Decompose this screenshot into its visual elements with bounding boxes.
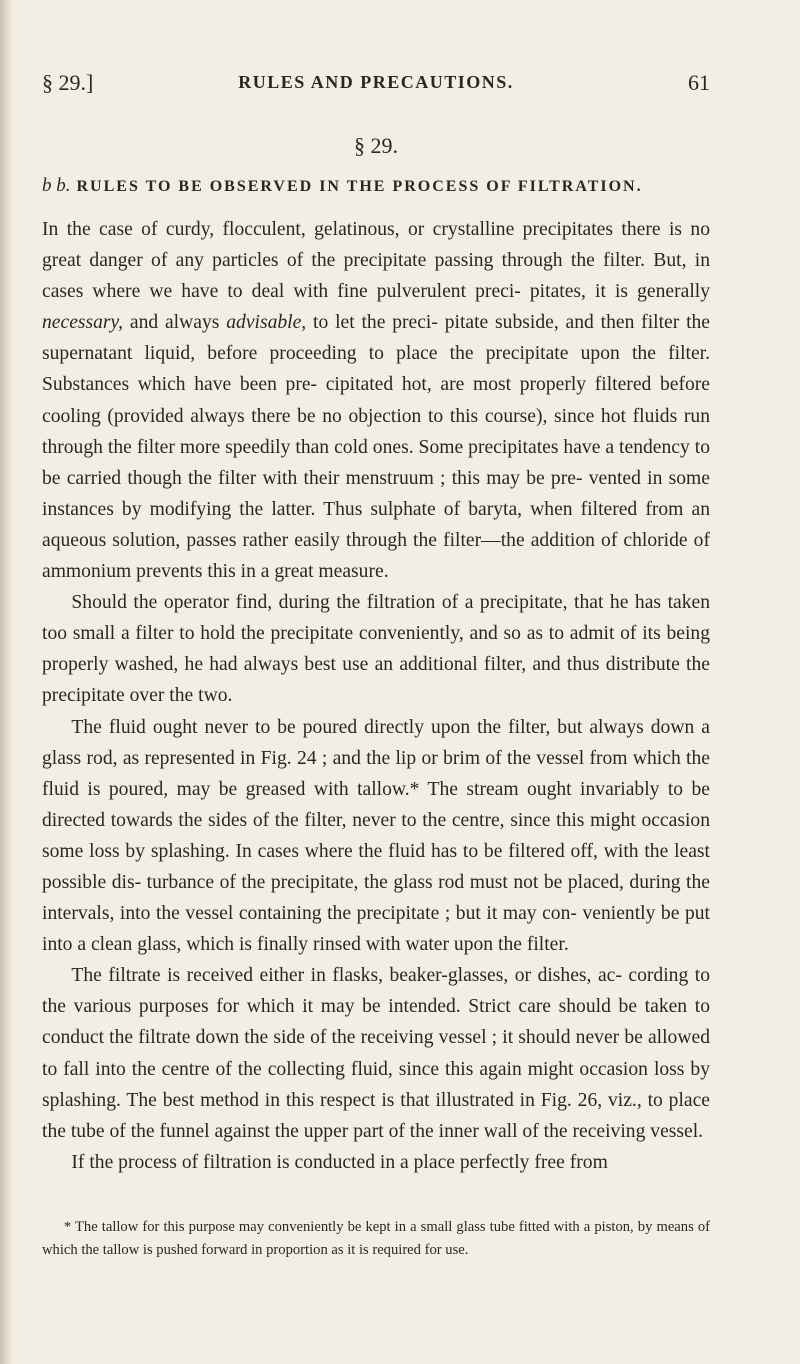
footnote [42,1216,710,1262]
section-title: RULES TO BE OBSERVED IN THE PROCESS OF FILTRATION. [76,178,643,195]
body-text [42,214,710,1178]
paragraph-3: The fluid ought never to be poured directly upon the filter, but always down a glass rod, as represented in Fig. 24 ; and the lip or brim of the vessel from which the fluid is poured, may be greased with tallow.* The stream ought invariably to be directed towards the sides of the filter, never to the centre, since this might occasion some loss by splashing. In cases where the fluid has to be filtered off, with the least possible dis- turbance of the precipitate, the glass rod must not be placed, during the intervals, into the vessel containing the precipitate ; but it may con- veniently be put into a clean glass, which is finally rinsed with water upon the filter. [42,716,710,956]
section-marker: b b. [42,175,71,196]
paragraph-1-text-c: to let the preci- pitate subside, and then filter the supernatant liquid, before proceeding to place the precipitate upon the filter. Substances which have been pre- cipitated hot, are most properly filtered before cooling (provided always there be no objection to this course), since hot fluids run through the filter more speedily than cold ones. Some precipitates have a tendency to be carried though the filter with their menstruum ; this may be pre- vented in some instances by modifying the latter. Thus sulphate of baryta, when filtered from an aqueous solution, passes rather easily through the filter—the addition of chloride of ammonium prevents this in a great measure. [42,312,711,583]
footnote-text: * The tallow for this purpose may conveniently be kept in a small glass tube fitted with a piston, by means of which the tallow is pushed forward in proportion as it is required for use. [42,1219,710,1258]
running-head [42,70,710,100]
emphasis-advisable: advisable, [226,312,307,334]
emphasis-necessary: necessary, [42,312,124,334]
section-number: § 29. [354,133,398,158]
paragraph-5: If the process of filtration is conducted in a place perfectly free from [71,1151,608,1173]
page-number: 61 [688,70,710,95]
paragraph-1-text-b: and always [123,312,227,334]
paragraph-1 [42,214,710,587]
paragraph-2: Should the operator find, during the filtration of a precipitate, that he has taken too small a filter to hold the precipitate conveniently, and so as to admit of its being properly washed, he had always best use an additional filter, and thus distribute the precipitate over the two. [42,592,710,707]
paragraph-4: The filtrate is received either in flasks, beaker-glasses, or dishes, ac- cording to the various purposes for which it may be intended. Strict care should be taken to conduct the filtrate down the side of the receiving vessel ; it should never be allowed to fall into the centre of the collecting fluid, since this again might occasion loss by splashing. The best method in this respect is that illustrated in Fig. 26, viz., to place the tube of the funnel against the upper part of the inner wall of the receiving vessel. [42,965,710,1142]
running-head-title: RULES AND PRECAUTIONS. [238,72,514,92]
section-heading [42,175,710,197]
page-edge-shadow [0,0,14,1364]
running-head-section: § 29.] [42,70,94,95]
paragraph-1-text-a: In the case of curdy, flocculent, gelatinous, or crystalline precipitates there is no great danger of any particles of the precipitate passing through the filter. But, in cases where we have to deal with fine pulverulent preci- pitates, it is generally [42,219,710,303]
